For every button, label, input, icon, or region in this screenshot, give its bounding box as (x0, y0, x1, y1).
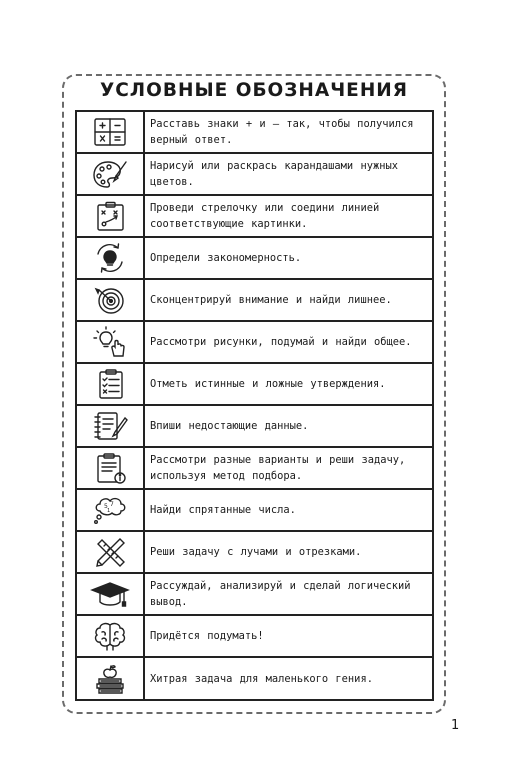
row-text: Хитрая задача для маленького гения. (150, 672, 373, 685)
svg-text:7: 7 (110, 501, 114, 508)
svg-text:1: 1 (107, 508, 111, 514)
row-text: Рассмотри рисунки, подумай и найди общее. (150, 336, 412, 348)
thought-numbers-icon (77, 490, 145, 530)
row-text: Определи закономерность. (150, 252, 302, 264)
table-row (77, 154, 432, 196)
table-row (77, 406, 432, 448)
target-arrow-icon (77, 280, 145, 320)
calculator-signs-icon (77, 112, 145, 152)
table-row (77, 196, 432, 238)
graduation-cap-icon (77, 574, 145, 614)
tactics-board-icon (77, 196, 145, 236)
ruler-pencil-icon (77, 532, 145, 572)
table-row (77, 112, 432, 154)
palette-brush-icon (77, 154, 145, 194)
table-row (77, 658, 432, 699)
notebook-pencil-icon (77, 406, 145, 446)
apple-books-icon (77, 658, 145, 699)
table-row (77, 322, 432, 364)
row-text: Найди спрятанные числа. (150, 504, 296, 516)
row-text: Нарисуй или раскрась карандашами нужных цветов. (150, 160, 398, 188)
table-row (77, 616, 432, 658)
table-row (77, 364, 432, 406)
table-row (77, 448, 432, 490)
svg-text:5: 5 (104, 503, 108, 510)
table-row (77, 532, 432, 574)
page-title: УСЛОВНЫЕ ОБОЗНАЧЕНИЯ (99, 80, 409, 101)
idea-hand-icon (77, 322, 145, 362)
row-text: Придётся подумать! (150, 630, 264, 642)
row-text: Рассмотри разные варианты и реши задачу, используя метод подбора. (150, 454, 406, 482)
row-text: Реши задачу с лучами и отрезками. (150, 546, 362, 558)
row-text: Отметь истинные и ложные утверждения. (150, 378, 386, 390)
checklist-clipboard-icon (77, 364, 145, 404)
row-text: Проведи стрелочку или соедини линией соответствующие картинки. (150, 202, 380, 230)
table-row (77, 574, 432, 616)
lightbulb-cycle-icon (77, 238, 145, 278)
row-text: Впиши недостающие данные. (150, 420, 309, 432)
clipboard-info-icon (77, 448, 145, 488)
brain-icon (77, 616, 145, 656)
row-text: Рассуждай, анализируй и сделай логический вывод. (150, 580, 411, 608)
table-row (77, 238, 432, 280)
table-row (77, 280, 432, 322)
page-number: 1 (451, 718, 460, 733)
row-text: Сконцентрируй внимание и найди лишнее. (150, 294, 392, 306)
legend-table (75, 110, 434, 701)
table-row (77, 490, 432, 532)
row-text: Расставь знаки + и – так, чтобы получился верный ответ. (150, 118, 414, 146)
